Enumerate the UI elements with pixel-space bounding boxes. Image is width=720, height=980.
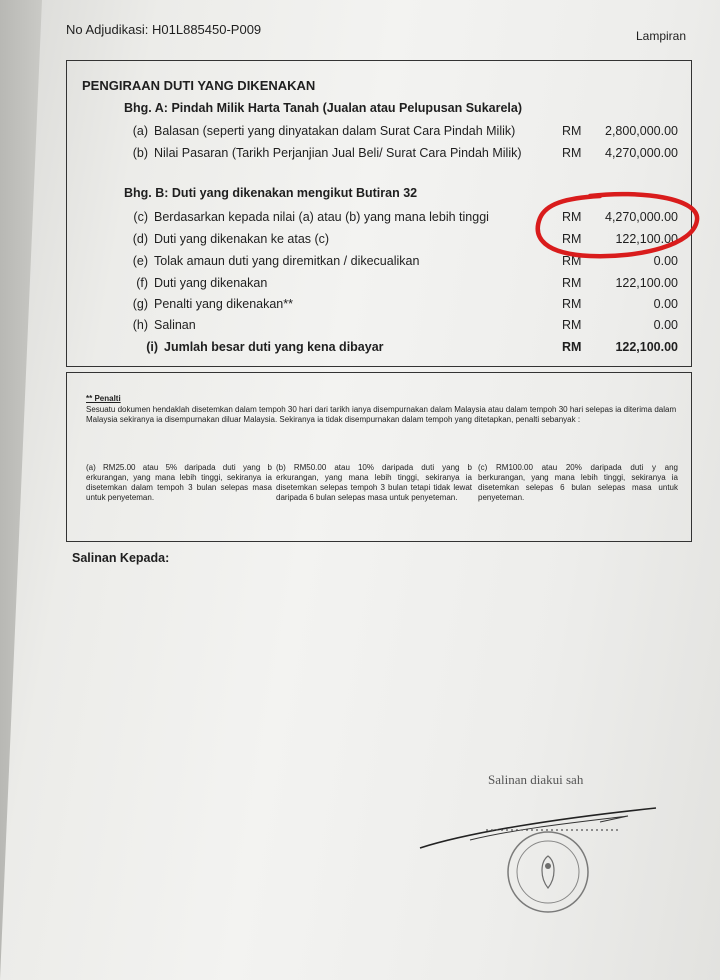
row-text: Duti yang dikenakan [154, 276, 268, 290]
row-text: Balasan (seperti yang dinyatakan dalam Surat Cara Pindah Milik) [154, 124, 516, 138]
red-highlight-circle [538, 194, 697, 256]
adjudication-label: No Adjudikasi: [66, 22, 149, 37]
row-label: (b) [132, 146, 148, 160]
total-amount: 122,100.00 [615, 340, 678, 354]
amount: 2,800,000.00 [605, 124, 678, 138]
row-text: Duti yang dikenakan ke atas (c) [154, 232, 330, 246]
row-label: (d) [132, 232, 148, 246]
currency: RM [562, 232, 582, 246]
row-label: (a) [132, 124, 148, 138]
penalti-option-a: (a) RM25.00 atau 5% daripada duti yang b erkurangan, yang mana lebih tinggi, sekiranya ia disetemkan dalam tempoh 3 bulan selepas masa untuk penyeteman. [86, 463, 272, 502]
row-text: Berdasarkan kepada nilai (a) atau (b) yang mana lebih tinggi [154, 210, 489, 224]
amount: 0.00 [653, 318, 678, 332]
penalti-option-b: (b) RM50.00 atau 10% daripada duti yang b erkurangan, yang mana lebih tinggi, sekiranya ia disetemkan selepas tempoh 3 bulan tetapi tidak lewat daripada 6 bulan selepas masa untuk penyeteman. [276, 463, 472, 502]
row-text: Nilai Pasaran (Tarikh Perjanjian Jual Beli/ Surat Cara Pindah Milik) [154, 146, 522, 160]
amount: 122,100.00 [615, 232, 678, 246]
row-text: Tolak amaun duti yang diremitkan / dikecualikan [154, 254, 420, 268]
row-text: Jumlah besar duti yang kena dibayar [164, 340, 384, 354]
amount: 0.00 [653, 254, 678, 268]
row-label: (c) [133, 210, 148, 224]
amount: 0.00 [653, 297, 678, 311]
signature-line [420, 808, 656, 848]
currency: RM [562, 254, 582, 268]
currency: RM [562, 210, 582, 224]
signature-stroke [470, 816, 628, 840]
penalti-option-c: (c) RM100.00 atau 20% daripada duti y ang berkurangan, yang mana lebih tinggi, sekiranya ia disetemkan selepas 6 bulan selepas masa untuk penyeteman. [478, 463, 678, 502]
lampiran-label: Lampiran [636, 29, 687, 43]
amount: 4,270,000.00 [605, 146, 678, 160]
official-seal [508, 832, 588, 912]
row-text: Salinan [154, 318, 196, 332]
salinan-kepada: Salinan Kepada: [72, 551, 170, 565]
amount: 4,270,000.00 [605, 210, 678, 224]
adjudication-value: H01L885450-P009 [152, 22, 262, 37]
amount: 122,100.00 [615, 276, 678, 290]
salinan-diakui-stamp: Salinan diakui sah [488, 772, 584, 787]
currency: RM [562, 297, 582, 311]
row-label: (g) [132, 297, 148, 311]
row-label: (h) [132, 318, 148, 332]
penalti-heading: ** Penalti [86, 394, 121, 403]
currency: RM [562, 340, 582, 354]
currency: RM [562, 124, 582, 138]
calculation-title: PENGIRAAN DUTI YANG DIKENAKAN [82, 78, 316, 93]
currency: RM [562, 318, 582, 332]
row-label: (e) [132, 254, 148, 268]
row-label: (f) [136, 276, 148, 290]
currency: RM [562, 276, 582, 290]
row-text: Penalti yang dikenakan** [154, 297, 293, 311]
section-b-heading: Bhg. B: Duti yang dikenakan mengikut Butiran 32 [124, 186, 418, 200]
section-a-heading: Bhg. A: Pindah Milik Harta Tanah (Jualan atau Pelupusan Sukarela) [124, 101, 522, 115]
penalti-intro: Sesuatu dokumen hendaklah disetemkan dalam tempoh 30 hari dari tarikh ianya disempurnakan dalam Malaysia atau dalam tempoh 30 hari selepas ia diterima dalam Malaysia sekiranya ia disempurnakan diluar Malaysia. Sekiranya ia tidak disempurnakan dalam tempoh yang ditetapkan, penalti sebanyak : [86, 405, 677, 424]
row-label: (i) [146, 340, 158, 354]
currency: RM [562, 146, 582, 160]
